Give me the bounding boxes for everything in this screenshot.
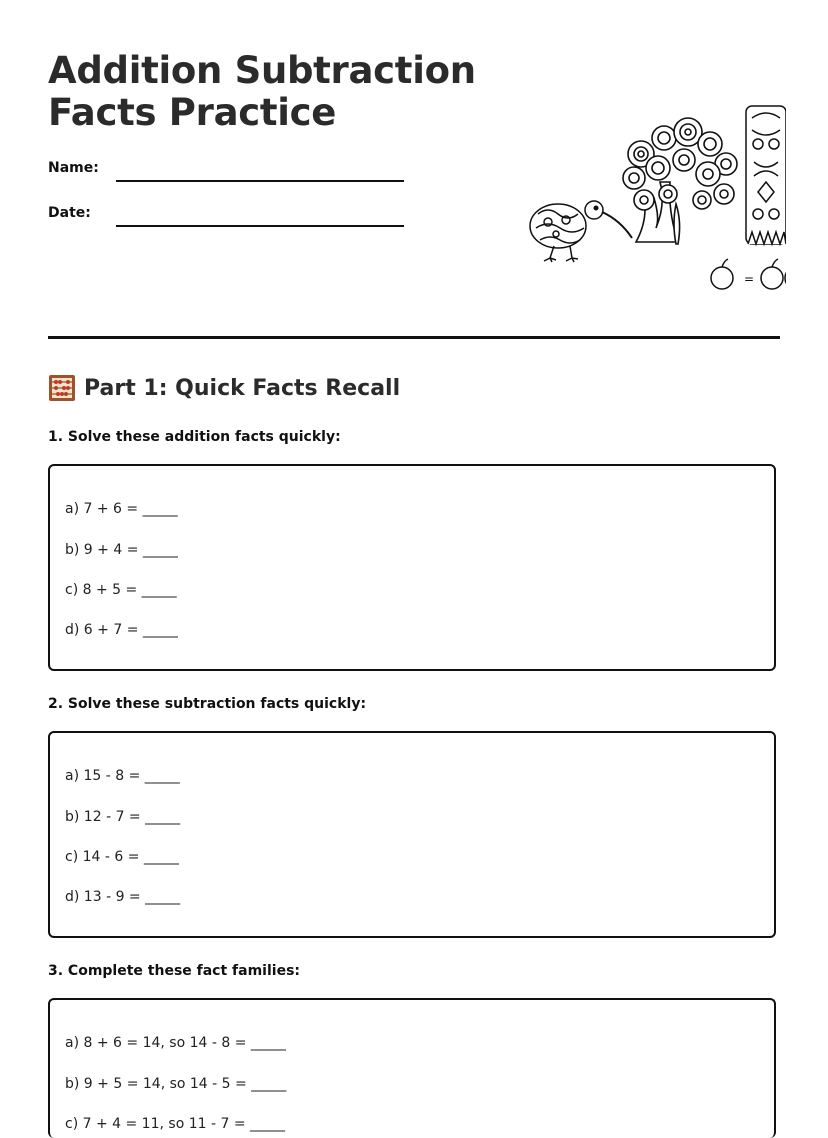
- question-1-label: 1. Solve these addition facts quickly:: [48, 429, 341, 445]
- abacus-icon: [48, 374, 76, 402]
- section-divider: [48, 336, 780, 339]
- question-3-item-b[interactable]: b) 9 + 5 = 14, so 14 - 5 = _____: [65, 1076, 287, 1092]
- name-field[interactable]: [116, 180, 404, 182]
- kiwi-bird-icon: [530, 201, 632, 262]
- question-1-item-c[interactable]: c) 8 + 5 = _____: [65, 582, 177, 598]
- title-line-1: Addition Subtraction: [48, 49, 476, 92]
- question-3-box: [48, 998, 776, 1138]
- totem-icon: [746, 106, 786, 244]
- question-2-item-a[interactable]: a) 15 - 8 = _____: [65, 768, 180, 784]
- question-1-box: [48, 464, 776, 671]
- question-2-item-c[interactable]: c) 14 - 6 = _____: [65, 849, 179, 865]
- question-2-label: 2. Solve these subtraction facts quickly:: [48, 696, 367, 712]
- question-3-item-c[interactable]: c) 7 + 4 = 11, so 11 - 7 = _____: [65, 1116, 286, 1132]
- tree-icon: [623, 118, 737, 244]
- question-1-item-a[interactable]: a) 7 + 6 = _____: [65, 501, 178, 517]
- part1-heading: [48, 374, 400, 402]
- question-3-item-a[interactable]: a) 8 + 6 = 14, so 14 - 8 = _____: [65, 1035, 286, 1051]
- date-field[interactable]: [116, 225, 404, 227]
- date-label: Date:: [48, 205, 91, 221]
- header-illustration: [526, 96, 786, 296]
- title-line-2: Facts Practice: [48, 91, 337, 134]
- equals-sign: =: [744, 272, 755, 286]
- part1-title: Part 1: Quick Facts Recall: [84, 375, 401, 401]
- name-label: Name:: [48, 160, 99, 176]
- question-1-item-d[interactable]: d) 6 + 7 = _____: [65, 622, 178, 638]
- question-2-box: [48, 731, 776, 938]
- page-title: [48, 50, 476, 134]
- question-1-item-b[interactable]: b) 9 + 4 = _____: [65, 542, 178, 558]
- question-2-item-b[interactable]: b) 12 - 7 = _____: [65, 809, 181, 825]
- question-2-item-d[interactable]: d) 13 - 9 = _____: [65, 889, 181, 905]
- question-3-label: 3. Complete these fact families:: [48, 963, 300, 979]
